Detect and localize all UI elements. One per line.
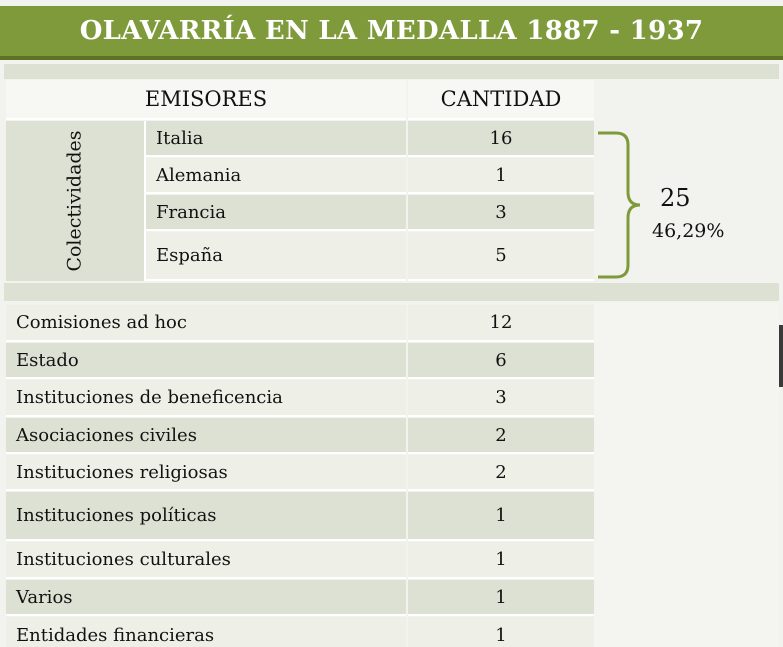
table-row-value: 2 — [408, 418, 594, 454]
table-row-value: 3 — [408, 380, 594, 417]
table-row-value: 5 — [408, 232, 594, 281]
table-row-value: 6 — [408, 343, 594, 379]
colectividades-label-text: Colectividades — [64, 130, 87, 272]
table-row-value: 1 — [408, 542, 594, 579]
table-row-label: Estado — [6, 343, 406, 379]
table-row-value: 16 — [408, 121, 594, 157]
table-row-value: 1 — [408, 492, 594, 541]
table-row-label: Varios — [6, 580, 406, 616]
table-row-label: Italia — [146, 121, 406, 157]
table-row-label: Francia — [146, 195, 406, 231]
header-cantidad: CANTIDAD — [408, 80, 594, 120]
table-row-label: Instituciones religiosas — [6, 455, 406, 491]
table-row-label: Asociaciones civiles — [6, 418, 406, 454]
page-title: OLAVARRÍA EN LA MEDALLA 1887 - 1937 — [0, 6, 783, 60]
colectividades-percent: 46,29% — [652, 220, 725, 242]
middle-spacer-band — [4, 283, 779, 301]
table-row-value: 1 — [408, 158, 594, 194]
colectividades-group-label — [6, 121, 146, 281]
table-row-label: Instituciones culturales — [6, 542, 406, 579]
table-row-value: 12 — [408, 305, 594, 342]
top-spacer-band — [4, 64, 779, 79]
table-row-label: Alemania — [146, 158, 406, 194]
right-empty-panel — [594, 303, 779, 647]
colectividades-total: 25 — [660, 184, 691, 212]
table-row-label: España — [146, 232, 406, 281]
header-emisores: EMISORES — [6, 80, 406, 120]
table-row-label: Instituciones políticas — [6, 492, 406, 541]
table-row-label: Entidades financieras — [6, 617, 406, 647]
table-row-label: Comisiones ad hoc — [6, 305, 406, 342]
table-row-value: 1 — [408, 580, 594, 616]
edge-mark — [779, 325, 783, 387]
table-row-value: 2 — [408, 455, 594, 491]
table-row-value: 3 — [408, 195, 594, 231]
table-row-label: Instituciones de beneficencia — [6, 380, 406, 417]
curly-brace-bracket — [596, 130, 666, 280]
table-row-value: 1 — [408, 617, 594, 647]
